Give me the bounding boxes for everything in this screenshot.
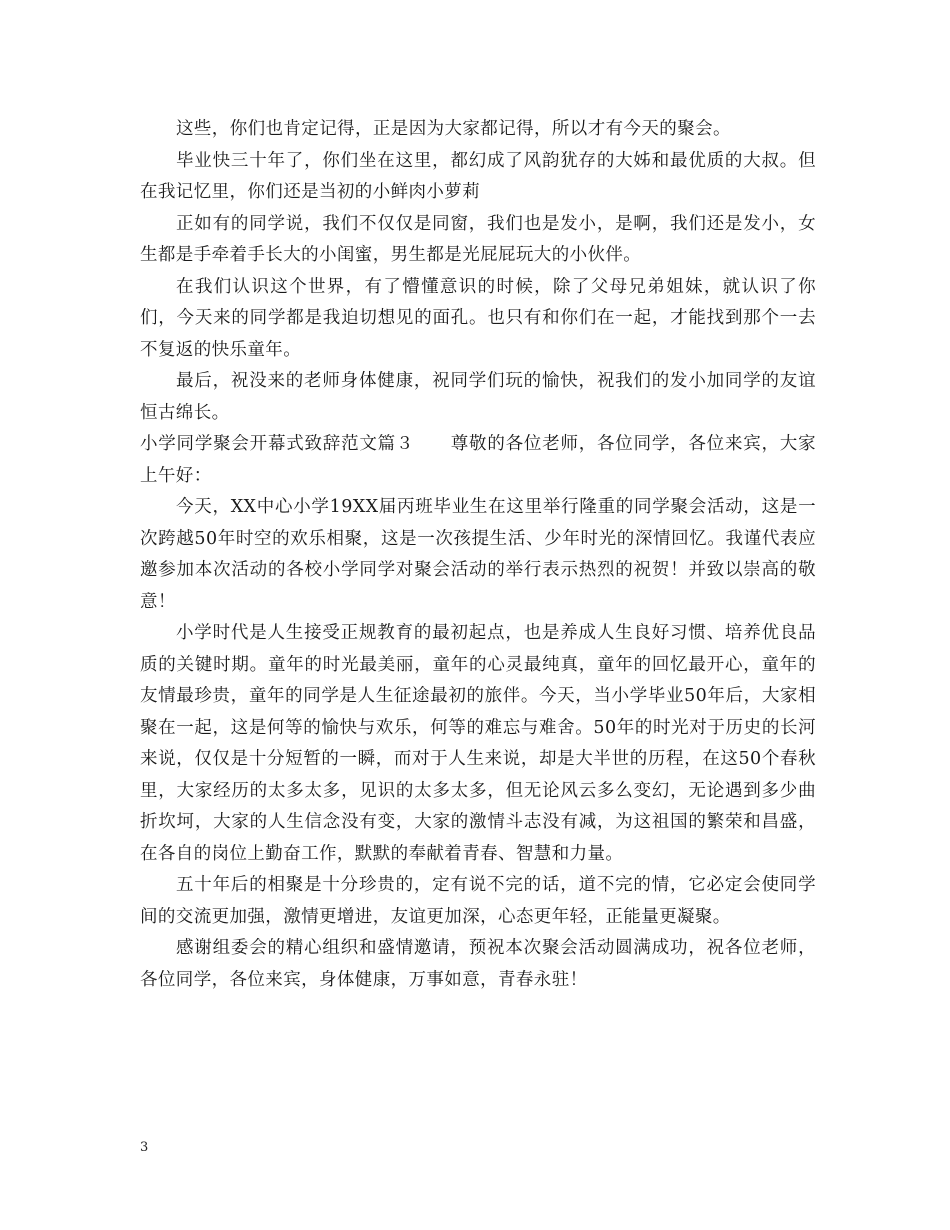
paragraph-5: 最后，祝没来的老师身体健康，祝同学们玩的愉快，祝我们的发小加同学的友谊恒古绵长。	[140, 371, 816, 423]
page-number: 3	[140, 1140, 149, 1155]
paragraph-1: 这些，你们也肯定记得，正是因为大家都记得，所以才有今天的聚会。	[176, 119, 731, 139]
paragraph-4: 在我们认识这个世界，有了懵懂意识的时候，除了父母兄弟姐妹，就认识了你们，今天来的同学都是我迫切想见的面孔。也只有和你们在一起，才能找到那个一去不复返的快乐童年。	[140, 276, 816, 360]
paragraph-2: 毕业快三十年了，你们坐在这里，都幻成了风韵犹存的大姊和最优质的大叔。但在我记忆里，你们还是当初的小鲜肉小萝莉	[140, 150, 816, 202]
paragraph-7: 今天，XX中心小学19XX届丙班毕业生在这里举行隆重的同学聚会活动，这是一次跨越50年时空的欢乐相聚，这是一次孩提生活、少年时光的深情回忆。我谨代表应邀参加本次活动的各校小学同学对聚会活动的举行表示热烈的祝贺！并致以崇高的敬意！	[140, 497, 816, 612]
paragraph-8: 小学时代是人生接受正规教育的最初起点，也是养成人生良好习惯、培养优良品质的关键时期。童年的时光最美丽，童年的心灵最纯真，童年的回忆最开心，童年的友情最珍贵，童年的同学是人生征途最初的旅伴。今天，当小学毕业50年后，大家相聚在一起，这是何等的愉快与欢乐，何等的难忘与难舍。50年的时光对于历史的长河来说，仅仅是十分短暂的一瞬，而对于人生来说，却是大半世的历程，在这50个春秋里，大家经历的太多太多，见识的太多太多，但无论风云多么变幻，无论遇到多少曲折坎坷，大家的人生信念没有变，大家的激情斗志没有减，为这祖国的繁荣和昌盛，在各自的岗位上勤奋工作，默默的奉献着青春、智慧和力量。	[140, 623, 816, 864]
paragraph-3: 正如有的同学说，我们不仅仅是同窗，我们也是发小，是啊，我们还是发小，女生都是手牵着手长大的小闺蜜，男生都是光屁屁玩大的小伙伴。	[140, 213, 816, 265]
paragraph-9: 五十年后的相聚是十分珍贵的，定有说不完的话，道不完的情，它必定会使同学间的交流更加强，激情更增进，友谊更加深，心态更年轻，正能量更凝聚。	[140, 875, 816, 927]
paragraph-10: 感谢组委会的精心组织和盛情邀请，预祝本次聚会活动圆满成功，祝各位老师，各位同学，各位来宾，身体健康，万事如意，青春永驻！	[140, 938, 816, 990]
document-body	[140, 114, 816, 996]
section-heading-paragraph: 小学同学聚会开幕式致辞范文篇３ 尊敬的各位老师，各位同学，各位来宾，大家上午好：	[140, 434, 816, 486]
